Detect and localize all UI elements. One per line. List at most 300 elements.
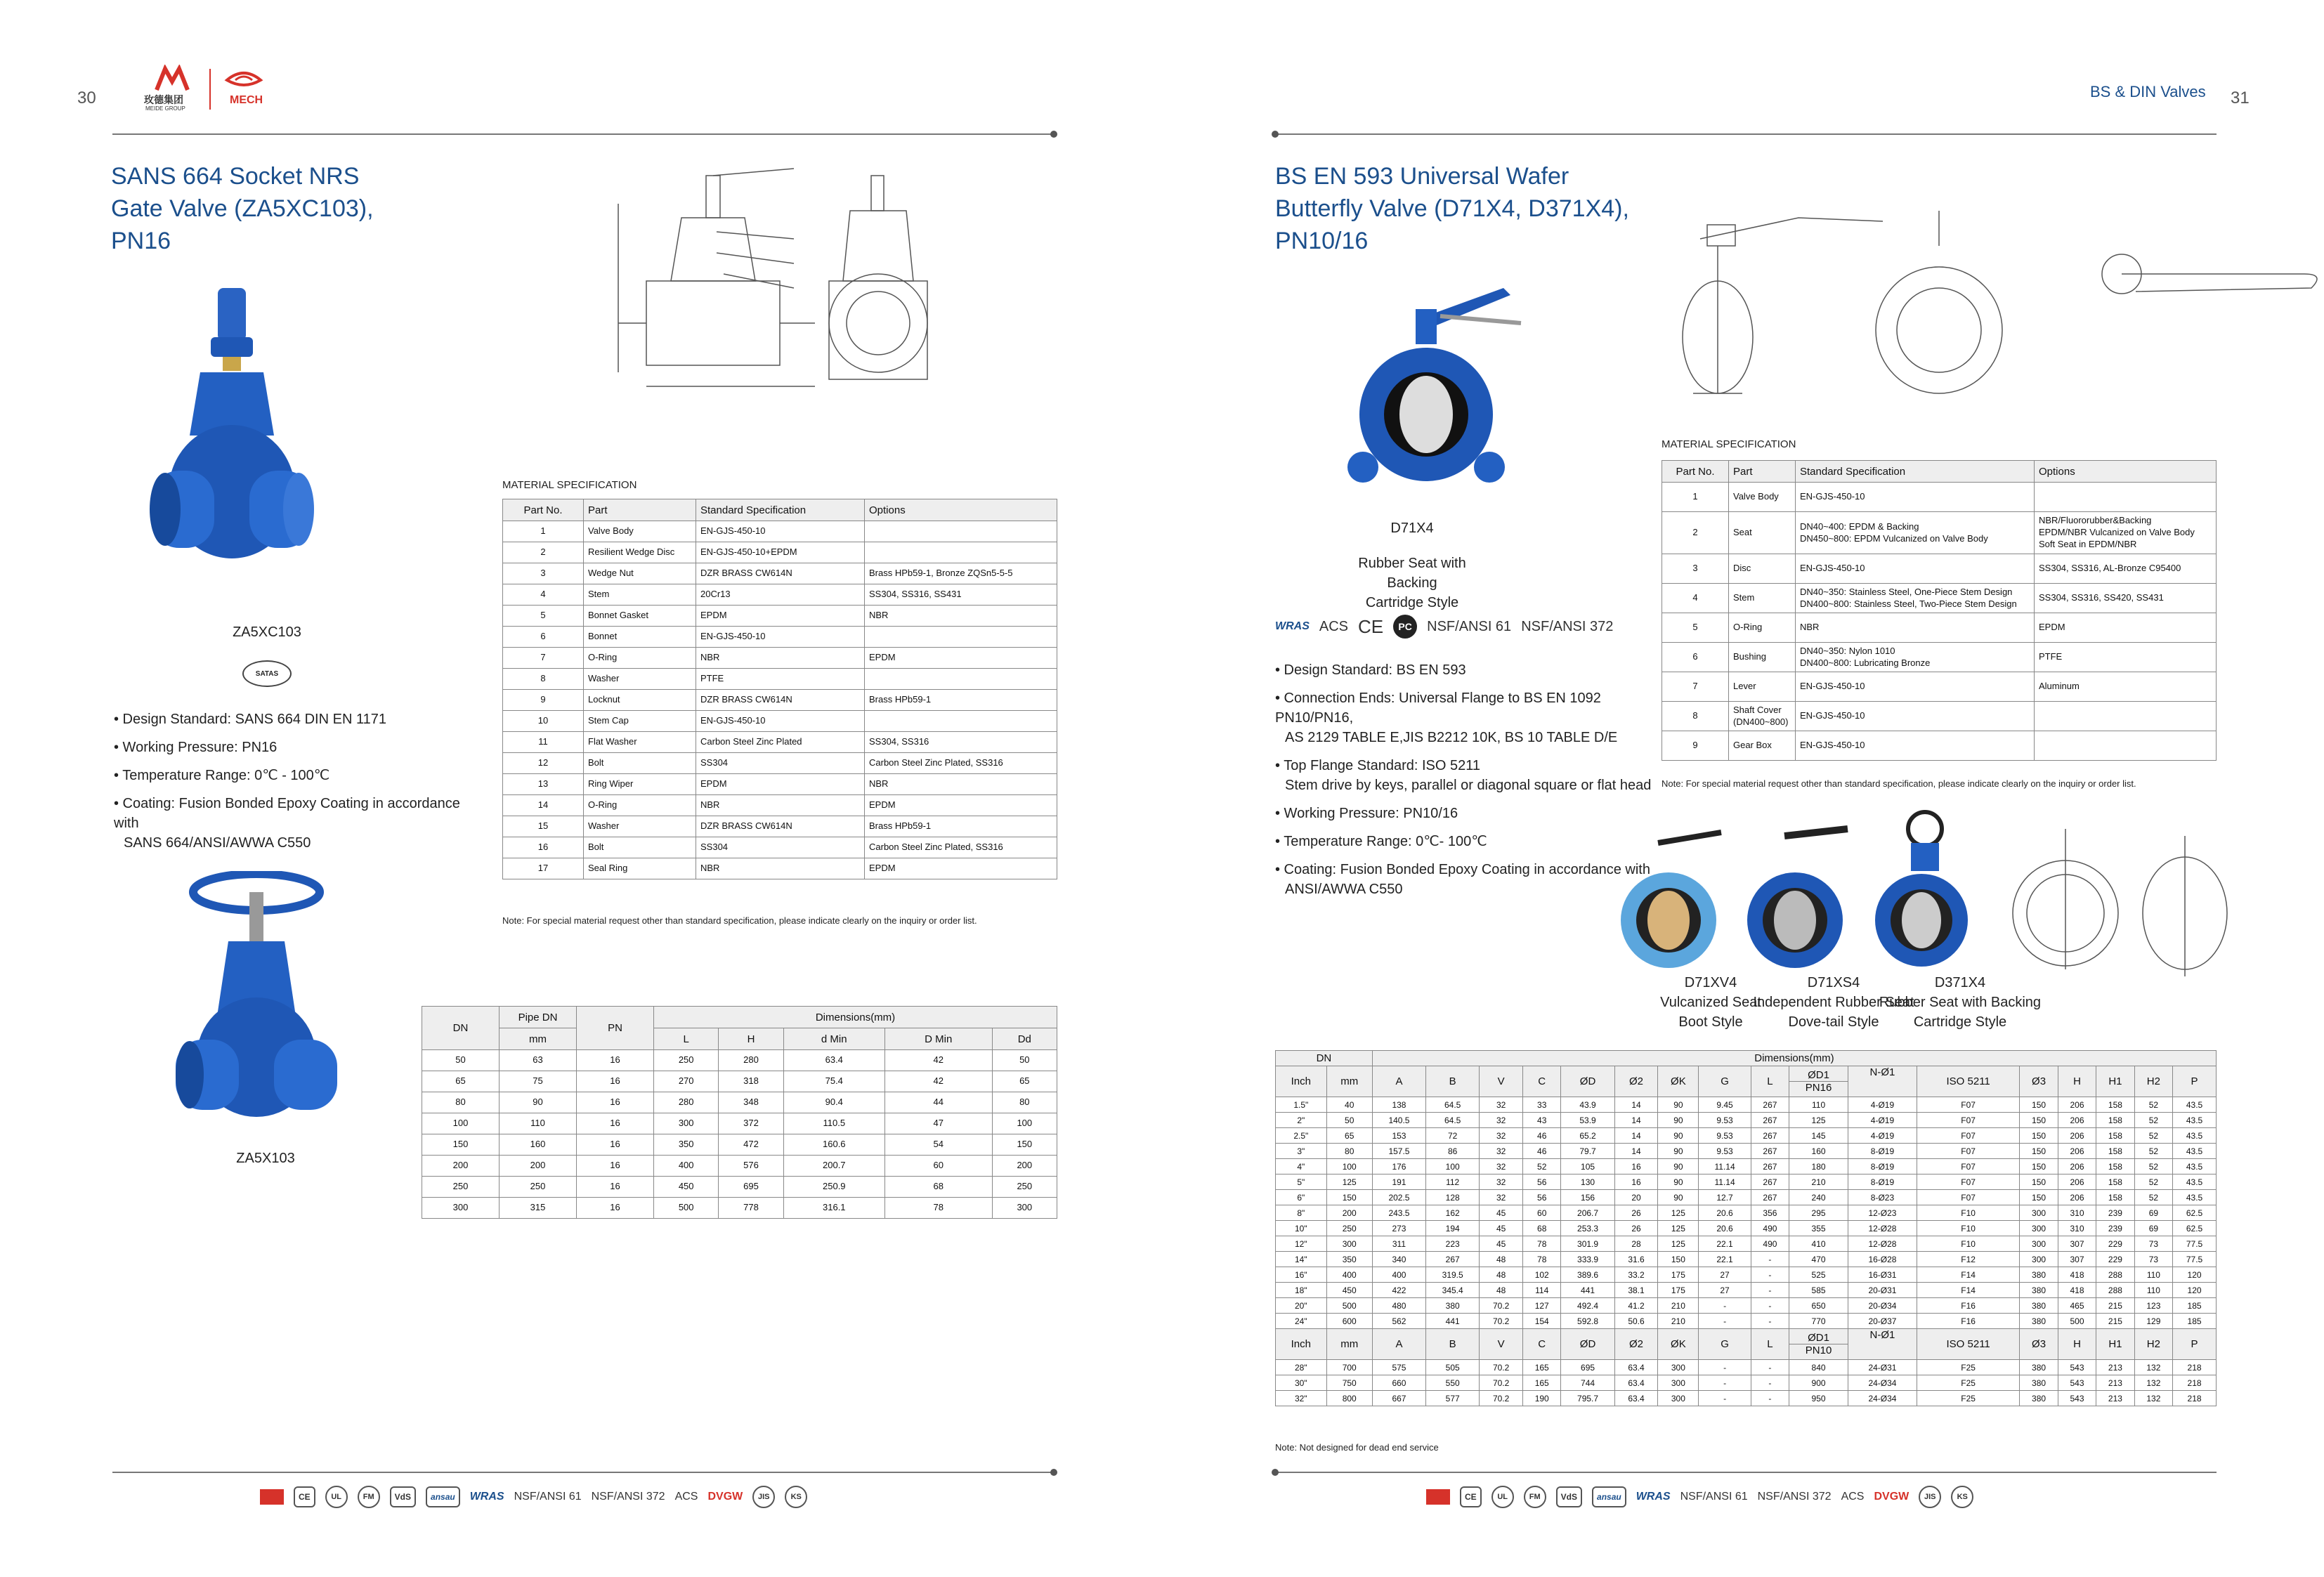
dim-right-cell: 795.7 xyxy=(1561,1391,1614,1406)
dim-right-cell: 355 xyxy=(1789,1221,1848,1236)
dim-a-head-cell: V xyxy=(1480,1066,1523,1097)
page-number-left: 30 xyxy=(77,89,96,107)
dim-right-cell: 63.4 xyxy=(1614,1391,1658,1406)
variant-3-desc1: Rubber Seat with Backing xyxy=(1879,995,2042,1010)
dim-right-cell: F12 xyxy=(1917,1252,2019,1267)
spec-left-cell: DZR BRASS CW614N xyxy=(696,690,865,711)
rbullet-3: • Top Flange Standard: ISO 5211 xyxy=(1275,758,1481,773)
dim-right-cell: 470 xyxy=(1789,1252,1848,1267)
spec-right-cell: 9 xyxy=(1662,731,1729,761)
footer-certs-right xyxy=(1426,1486,1973,1508)
dim-right-cell: 206 xyxy=(2058,1159,2096,1174)
dim-a-head-cell: A xyxy=(1372,1066,1425,1097)
dim-left-cell: 75.4 xyxy=(783,1071,884,1092)
dim-right-cell: 194 xyxy=(1426,1221,1480,1236)
dim-right-cell: F07 xyxy=(1917,1159,2019,1174)
dim-left-cell: 75 xyxy=(500,1071,577,1092)
dim-right-cell: 185 xyxy=(2173,1298,2217,1314)
variant-valve-images xyxy=(1616,808,2234,976)
dim-header-row-a xyxy=(1276,1066,2217,1097)
dim-right-cell: 14 xyxy=(1614,1144,1658,1159)
dim-b-head-cell: B xyxy=(1426,1329,1480,1360)
spec-note-right: Note: For special material request other than standard specification, please indicate clearly on the inquiry or order list. xyxy=(1662,778,2136,789)
spec-left-cell: O-Ring xyxy=(584,648,696,669)
spec-right-cell xyxy=(2035,731,2217,761)
dim-left-row xyxy=(422,1156,1057,1177)
spec-left-row xyxy=(503,711,1057,732)
dim-right-cell: 56 xyxy=(1522,1190,1560,1205)
dim-right-cell: 4-Ø19 xyxy=(1848,1128,1917,1144)
dim-right-cell: 130 xyxy=(1561,1174,1614,1190)
dim-right-cell: 78 xyxy=(1522,1236,1560,1252)
rdim-dn: DN xyxy=(1276,1051,1373,1066)
dim-right-cell: 70.2 xyxy=(1480,1375,1523,1391)
dim-right-cell: 125 xyxy=(1658,1221,1699,1236)
spec-left-cell: Bolt xyxy=(584,837,696,858)
dim-right-cell: 70.2 xyxy=(1480,1298,1523,1314)
dim-right-cell: 52 xyxy=(1522,1159,1560,1174)
spec-left-cell: EPDM xyxy=(865,648,1057,669)
dim-b-head-n01: N-Ø1 xyxy=(1848,1329,1917,1360)
cert-nsf61-main: NSF/ANSI 61 xyxy=(1427,618,1512,634)
dim-right-cell: 43.5 xyxy=(2173,1128,2217,1144)
spec-left-cell: NBR xyxy=(865,774,1057,795)
dim-b-head-cell: A xyxy=(1372,1329,1425,1360)
variant-1-desc2: Boot Style xyxy=(1678,1014,1743,1030)
dim-a-head-od1-label: ØD1 xyxy=(1808,1069,1829,1081)
dim-b-head-cell: H1 xyxy=(2096,1329,2134,1360)
dim-right-cell: 8-Ø19 xyxy=(1848,1174,1917,1190)
dim-right-cell: 24-Ø31 xyxy=(1848,1360,1917,1375)
dim-right-cell: 243.5 xyxy=(1372,1205,1425,1221)
spec-left-cell: Carbon Steel Zinc Plated, SS316 xyxy=(865,837,1057,858)
dim-right-row xyxy=(1276,1236,2217,1252)
dim-right-cell: 400 xyxy=(1372,1267,1425,1283)
variant-3-model: D371X4 xyxy=(1934,975,1986,990)
spec-left-cell: Washer xyxy=(584,669,696,690)
col-part-no: Part No. xyxy=(503,499,584,521)
spec-left-cell: Stem xyxy=(584,584,696,606)
dim-right-cell: 592.8 xyxy=(1561,1314,1614,1329)
dim-right-cell: 56 xyxy=(1522,1174,1560,1190)
dim-right-cell: 667 xyxy=(1372,1391,1425,1406)
dim-right-cell: 310 xyxy=(2058,1221,2096,1236)
dim-b-head-cell: ØD xyxy=(1561,1329,1614,1360)
dim-left-cell: 16 xyxy=(577,1177,654,1198)
dim-left-cell: 16 xyxy=(577,1092,654,1113)
dim-right-cell: 48 xyxy=(1480,1252,1523,1267)
variant-2-model: D71XS4 xyxy=(1807,975,1860,990)
spec-left-row xyxy=(503,584,1057,606)
page-number-right: 31 xyxy=(2231,89,2250,107)
dim-right-cell: 750 xyxy=(1326,1375,1372,1391)
dim-right-cell: 4-Ø19 xyxy=(1848,1097,1917,1113)
bullet-4: • Coating: Fusion Bonded Epoxy Coating in accordance with xyxy=(114,796,460,831)
dim-right-cell: 307 xyxy=(2058,1252,2096,1267)
cert-ansau: ansau xyxy=(426,1486,460,1507)
dim-right-cell: 770 xyxy=(1789,1314,1848,1329)
spec-title-left: MATERIAL SPECIFICATION xyxy=(502,479,637,491)
spec-left-row xyxy=(503,837,1057,858)
dim-right-cell: 24" xyxy=(1276,1314,1327,1329)
dim-left-cell: 90.4 xyxy=(783,1092,884,1113)
spec-right-cell: EPDM xyxy=(2035,613,2217,643)
dim-right-cell: 288 xyxy=(2096,1267,2134,1283)
dim-right-cell: 52 xyxy=(2134,1144,2172,1159)
dim-right-cell: 492.4 xyxy=(1561,1298,1614,1314)
spec-right-cell: Seat xyxy=(1729,512,1796,554)
dim-right-cell: 505 xyxy=(1426,1360,1480,1375)
dim-right-cell: 86 xyxy=(1426,1144,1480,1159)
dim-right-cell: 30" xyxy=(1276,1375,1327,1391)
dim-right-cell: 90 xyxy=(1658,1097,1699,1113)
spec-left-cell: Valve Body xyxy=(584,521,696,542)
dim-left-row xyxy=(422,1177,1057,1198)
rbullet-4: • Working Pressure: PN10/16 xyxy=(1275,806,1458,821)
dim-right-cell: F07 xyxy=(1917,1128,2019,1144)
spec-body-right xyxy=(1662,483,2217,761)
dim-right-cell: 418 xyxy=(2058,1283,2096,1298)
dim-right-cell: 2.5" xyxy=(1276,1128,1327,1144)
dim-right-cell: 120 xyxy=(2173,1283,2217,1298)
dim-right-cell: F25 xyxy=(1917,1391,2019,1406)
dim-right-row xyxy=(1276,1360,2217,1375)
dim-left-cell: 42 xyxy=(884,1071,992,1092)
dim-right-cell: 185 xyxy=(2173,1314,2217,1329)
dim-right-cell: 206 xyxy=(2058,1190,2096,1205)
dim-right-cell: 500 xyxy=(1326,1298,1372,1314)
dim-right-cell: 20-Ø34 xyxy=(1848,1298,1917,1314)
spec-left-cell: EN-GJS-450-10 xyxy=(696,627,865,648)
dim-right-cell: 3" xyxy=(1276,1144,1327,1159)
dim-left-cell: 200 xyxy=(992,1156,1057,1177)
dim-right-row xyxy=(1276,1190,2217,1205)
dim-left-cell: 300 xyxy=(422,1198,500,1219)
spec-left-cell: Flat Washer xyxy=(584,732,696,753)
dim-right-cell: 150 xyxy=(2020,1113,2058,1128)
dim-a-head-cell: mm xyxy=(1326,1066,1372,1097)
logo-en: MEIDE GROUP xyxy=(145,105,185,112)
dim-right-cell: 102 xyxy=(1522,1267,1560,1283)
spec-left-cell: 4 xyxy=(503,584,584,606)
spec-title-right: MATERIAL SPECIFICATION xyxy=(1662,438,1796,450)
spec-left-cell: 16 xyxy=(503,837,584,858)
dim-right-cell: 311 xyxy=(1372,1236,1425,1252)
col-options: Options xyxy=(865,499,1057,521)
dim-right-row xyxy=(1276,1391,2217,1406)
dim-left-cell: 372 xyxy=(719,1113,783,1134)
dim-right-cell: - xyxy=(1699,1314,1751,1329)
dim-right-cell: 105 xyxy=(1561,1159,1614,1174)
dim-left-cell: 16 xyxy=(577,1050,654,1071)
spec-body-left xyxy=(503,521,1057,879)
dim-right-cell: 240 xyxy=(1789,1190,1848,1205)
dim-right-cell: 52 xyxy=(2134,1159,2172,1174)
spec-left-cell: 14 xyxy=(503,795,584,816)
dim-right-cell: F07 xyxy=(1917,1174,2019,1190)
spec-left-cell: O-Ring xyxy=(584,795,696,816)
dim-right-cell: 239 xyxy=(2096,1205,2134,1221)
dim-right-cell: 43.5 xyxy=(2173,1159,2217,1174)
dim-right-cell: 11.14 xyxy=(1699,1174,1751,1190)
dim-right-cell: 120 xyxy=(2173,1267,2217,1283)
dim-right-cell: - xyxy=(1699,1298,1751,1314)
dim-right-cell: 112 xyxy=(1426,1174,1480,1190)
spec-left-cell xyxy=(865,521,1057,542)
spec-left-row xyxy=(503,521,1057,542)
dim-left-cell: 576 xyxy=(719,1156,783,1177)
spec-left-cell: Seal Ring xyxy=(584,858,696,879)
dim-right-cell: 20.6 xyxy=(1699,1205,1751,1221)
dim-left-cell: 110.5 xyxy=(783,1113,884,1134)
spec-left-cell: NBR xyxy=(865,606,1057,627)
dim-right-row xyxy=(1276,1205,2217,1221)
dim-right-cell: 24-Ø34 xyxy=(1848,1391,1917,1406)
dim-right-cell: - xyxy=(1751,1391,1789,1406)
dim-right-cell: 43.5 xyxy=(2173,1144,2217,1159)
dim-right-cell: 267 xyxy=(1751,1128,1789,1144)
dim-right-cell: 32 xyxy=(1480,1097,1523,1113)
dim-right-cell: 70.2 xyxy=(1480,1391,1523,1406)
dim-right-cell: 43 xyxy=(1522,1113,1560,1128)
spec-left-row xyxy=(503,795,1057,816)
spec-left-cell: EN-GJS-450-10 xyxy=(696,521,865,542)
rbullet-6-cont: ANSI/AWWA C550 xyxy=(1285,882,1403,897)
dim-left-cell: 348 xyxy=(719,1092,783,1113)
rbullet-3-cont: Stem drive by keys, parallel or diagonal square or flat head xyxy=(1285,778,1652,793)
dim-left-cell: 150 xyxy=(422,1134,500,1156)
dim-right-cell: 14 xyxy=(1614,1113,1658,1128)
spec-left-cell: NBR xyxy=(696,795,865,816)
dim-left-cell: 42 xyxy=(884,1050,992,1071)
spec-left-cell: 3 xyxy=(503,563,584,584)
dim-right-cell: 100 xyxy=(1326,1159,1372,1174)
spec-right-cell: 4 xyxy=(1662,584,1729,613)
dim-right-cell: F07 xyxy=(1917,1190,2019,1205)
dim-right-cell: 333.9 xyxy=(1561,1252,1614,1267)
dim-right-cell: 32 xyxy=(1480,1190,1523,1205)
dim-right-cell: 206 xyxy=(2058,1144,2096,1159)
rbullet-5: • Temperature Range: 0℃- 100℃ xyxy=(1275,834,1487,849)
dim-right-cell: 52 xyxy=(2134,1190,2172,1205)
spec-right-cell: SS304, SS316, SS420, SS431 xyxy=(2035,584,2217,613)
dim-right-cell: 114 xyxy=(1522,1283,1560,1298)
dim-right-cell: 288 xyxy=(2096,1283,2134,1298)
dim-right-cell: 267 xyxy=(1751,1113,1789,1128)
spec-right-cell: EN-GJS-450-10 xyxy=(1796,731,2035,761)
dim-right-cell: 165 xyxy=(1522,1375,1560,1391)
dim-right-cell: F14 xyxy=(1917,1283,2019,1298)
spec-right-cell: 2 xyxy=(1662,512,1729,554)
spec-bullets-left xyxy=(114,709,479,861)
spec-left-cell xyxy=(865,711,1057,732)
dim-left-cell: 300 xyxy=(992,1198,1057,1219)
rbullet-1: • Design Standard: BS EN 593 xyxy=(1275,662,1466,678)
dim-right-cell: 162 xyxy=(1426,1205,1480,1221)
variant-3 xyxy=(1855,973,2065,1032)
dim-a-head-cell: L xyxy=(1751,1066,1789,1097)
spec-right-row xyxy=(1662,702,2217,731)
dim-right-cell: 72 xyxy=(1426,1128,1480,1144)
spec-left-cell: EPDM xyxy=(696,774,865,795)
dim-right-cell: - xyxy=(1699,1375,1751,1391)
dim-right-cell: 43.5 xyxy=(2173,1113,2217,1128)
spec-left-cell: EPDM xyxy=(696,606,865,627)
dim-right-cell: 490 xyxy=(1751,1221,1789,1236)
dim-left-cell: 316.1 xyxy=(783,1198,884,1219)
dim-right-cell: 218 xyxy=(2173,1375,2217,1391)
dim-right-cell: 250 xyxy=(1326,1221,1372,1236)
dim-left-cell: 110 xyxy=(500,1113,577,1134)
dim-right-cell: 319.5 xyxy=(1426,1267,1480,1283)
dim-left-cell: 695 xyxy=(719,1177,783,1198)
dim-right-cell: 80 xyxy=(1326,1144,1372,1159)
dim-right-cell: 2" xyxy=(1276,1113,1327,1128)
dim-right-cell: 158 xyxy=(2096,1128,2134,1144)
spec-left-cell: NBR xyxy=(696,858,865,879)
dim-right-cell: 79.7 xyxy=(1561,1144,1614,1159)
dim-right-cell: 31.6 xyxy=(1614,1252,1658,1267)
dim-a-head-od1 xyxy=(1789,1066,1848,1097)
dim-right-cell: 380 xyxy=(1426,1298,1480,1314)
dim-right-cell: 62.5 xyxy=(2173,1221,2217,1236)
variant-1-desc1: Vulcanized Seat xyxy=(1660,995,1761,1010)
dim-right-cell: 202.5 xyxy=(1372,1190,1425,1205)
rcol-part-no: Part No. xyxy=(1662,461,1729,483)
spec-left-cell: Washer xyxy=(584,816,696,837)
spec-left-row xyxy=(503,690,1057,711)
dim-a-head-cell: ISO 5211 xyxy=(1917,1066,2019,1097)
dim-right-cell: 22.1 xyxy=(1699,1252,1751,1267)
dim-right-cell: 215 xyxy=(2096,1314,2134,1329)
spec-left-cell: SS304 xyxy=(696,837,865,858)
dim-right-cell: 110 xyxy=(1789,1097,1848,1113)
footer-rule-right xyxy=(1275,1472,2217,1473)
dim-left-row xyxy=(422,1113,1057,1134)
cert-nsf372: NSF/ANSI 372 xyxy=(591,1491,665,1503)
col-standard: Standard Specification xyxy=(696,499,865,521)
dim-a-head-cell: H2 xyxy=(2134,1066,2172,1097)
dim-right-cell: 380 xyxy=(2020,1298,2058,1314)
spec-left-cell: Wedge Nut xyxy=(584,563,696,584)
dim-right-cell: 310 xyxy=(2058,1205,2096,1221)
dim-right-cell: 950 xyxy=(1789,1391,1848,1406)
dim-right-cell: 90 xyxy=(1658,1190,1699,1205)
dim-left-cell: 250.9 xyxy=(783,1177,884,1198)
bullet-1: • Design Standard: SANS 664 DIN EN 1171 xyxy=(114,712,386,727)
dim-right-cell: 9.53 xyxy=(1699,1113,1751,1128)
dim-right-cell: 12" xyxy=(1276,1236,1327,1252)
dim-sub-Dmin: D Min xyxy=(884,1028,992,1050)
dim-right-cell: F16 xyxy=(1917,1298,2019,1314)
dim-right-cell: 45 xyxy=(1480,1221,1523,1236)
cert-ul: UL xyxy=(325,1486,348,1508)
dim-left-cell: 78 xyxy=(884,1198,992,1219)
dim-body-right xyxy=(1276,1097,2217,1406)
dim-b-head-cell: H2 xyxy=(2134,1329,2172,1360)
spec-right-cell: EN-GJS-450-10 xyxy=(1796,483,2035,512)
dim-right-cell: 380 xyxy=(2020,1391,2058,1406)
dim-right-cell: 46 xyxy=(1522,1128,1560,1144)
dim-right-cell: 9.53 xyxy=(1699,1144,1751,1159)
dim-right-cell: 129 xyxy=(2134,1314,2172,1329)
dim-right-cell: 154 xyxy=(1522,1314,1560,1329)
dim-right-cell: - xyxy=(1751,1314,1789,1329)
dim-sub-mm: mm xyxy=(500,1028,577,1050)
dim-right-cell: 200 xyxy=(1326,1205,1372,1221)
dim-right-cell: 77.5 xyxy=(2173,1236,2217,1252)
dim-right-cell: 78 xyxy=(1522,1252,1560,1267)
dim-right-cell: 465 xyxy=(2058,1298,2096,1314)
dim-right-cell: 380 xyxy=(2020,1283,2058,1298)
spec-left-cell: 1 xyxy=(503,521,584,542)
rcert-wras: WRAS xyxy=(1636,1491,1671,1503)
dim-right-cell: 90 xyxy=(1658,1128,1699,1144)
variant-2-desc1: Independent Rubber Seat xyxy=(1753,995,1914,1010)
dim-left-cell: 318 xyxy=(719,1071,783,1092)
dim-right-cell: - xyxy=(1751,1283,1789,1298)
dim-right-cell: 175 xyxy=(1658,1283,1699,1298)
dim-left-cell: 47 xyxy=(884,1113,992,1134)
rcert-ansau: ansau xyxy=(1592,1486,1626,1507)
spec-left-cell: Locknut xyxy=(584,690,696,711)
dim-right-cell: 165 xyxy=(1522,1360,1560,1375)
dim-right-cell: 43.5 xyxy=(2173,1174,2217,1190)
dim-right-cell: 90 xyxy=(1658,1159,1699,1174)
dim-b-head-pn: PN10 xyxy=(1789,1344,1848,1356)
dim-a-head-cell: Ø3 xyxy=(2020,1066,2058,1097)
spec-right-cell xyxy=(2035,483,2217,512)
rcert-jis: JIS xyxy=(1919,1486,1941,1508)
dim-right-cell: 422 xyxy=(1372,1283,1425,1298)
dim-right-cell: 73 xyxy=(2134,1236,2172,1252)
spec-right-cell: DN40~350: Stainless Steel, One-Piece Stem Design DN400~800: Stainless Steel, Two-Piece Stem Design xyxy=(1796,584,2035,613)
rcert-vds: VdS xyxy=(1556,1486,1582,1507)
dim-right-cell: 64.5 xyxy=(1426,1113,1480,1128)
dim-right-cell: 33 xyxy=(1522,1097,1560,1113)
rdim-dimensions: Dimensions(mm) xyxy=(1372,1051,2216,1066)
spec-left-cell: 20Cr13 xyxy=(696,584,865,606)
dim-a-head-cell: H1 xyxy=(2096,1066,2134,1097)
dim-left-cell: 100 xyxy=(422,1113,500,1134)
dim-right-cell: 577 xyxy=(1426,1391,1480,1406)
dim-right-cell: 575 xyxy=(1372,1360,1425,1375)
flag-icon-r xyxy=(1426,1489,1450,1505)
dim-left-cell: 200.7 xyxy=(783,1156,884,1177)
spec-right-cell: Aluminum xyxy=(2035,672,2217,702)
dim-right-cell: 150 xyxy=(2020,1190,2058,1205)
dim-b-head-cell: V xyxy=(1480,1329,1523,1360)
dim-right-cell: 543 xyxy=(2058,1391,2096,1406)
dim-right-cell: 300 xyxy=(2020,1221,2058,1236)
dim-sub-dmin: d Min xyxy=(783,1028,884,1050)
dim-right-cell: 191 xyxy=(1372,1174,1425,1190)
rcol-standard: Standard Specification xyxy=(1796,461,2035,483)
dim-left-row xyxy=(422,1134,1057,1156)
dim-right-row xyxy=(1276,1221,2217,1236)
dim-right-cell: 53.9 xyxy=(1561,1113,1614,1128)
dim-right-cell: 490 xyxy=(1751,1236,1789,1252)
variant-2-desc2: Dove-tail Style xyxy=(1788,1014,1879,1030)
dim-right-cell: 585 xyxy=(1789,1283,1848,1298)
dim-right-cell: 150 xyxy=(2020,1144,2058,1159)
footer-rule-left xyxy=(112,1472,1054,1473)
dim-b-head-cell: mm xyxy=(1326,1329,1372,1360)
dim-right-cell: F25 xyxy=(1917,1375,2019,1391)
dim-right-cell: 543 xyxy=(2058,1360,2096,1375)
dim-right-cell: - xyxy=(1751,1298,1789,1314)
dim-right-cell: 206 xyxy=(2058,1128,2096,1144)
